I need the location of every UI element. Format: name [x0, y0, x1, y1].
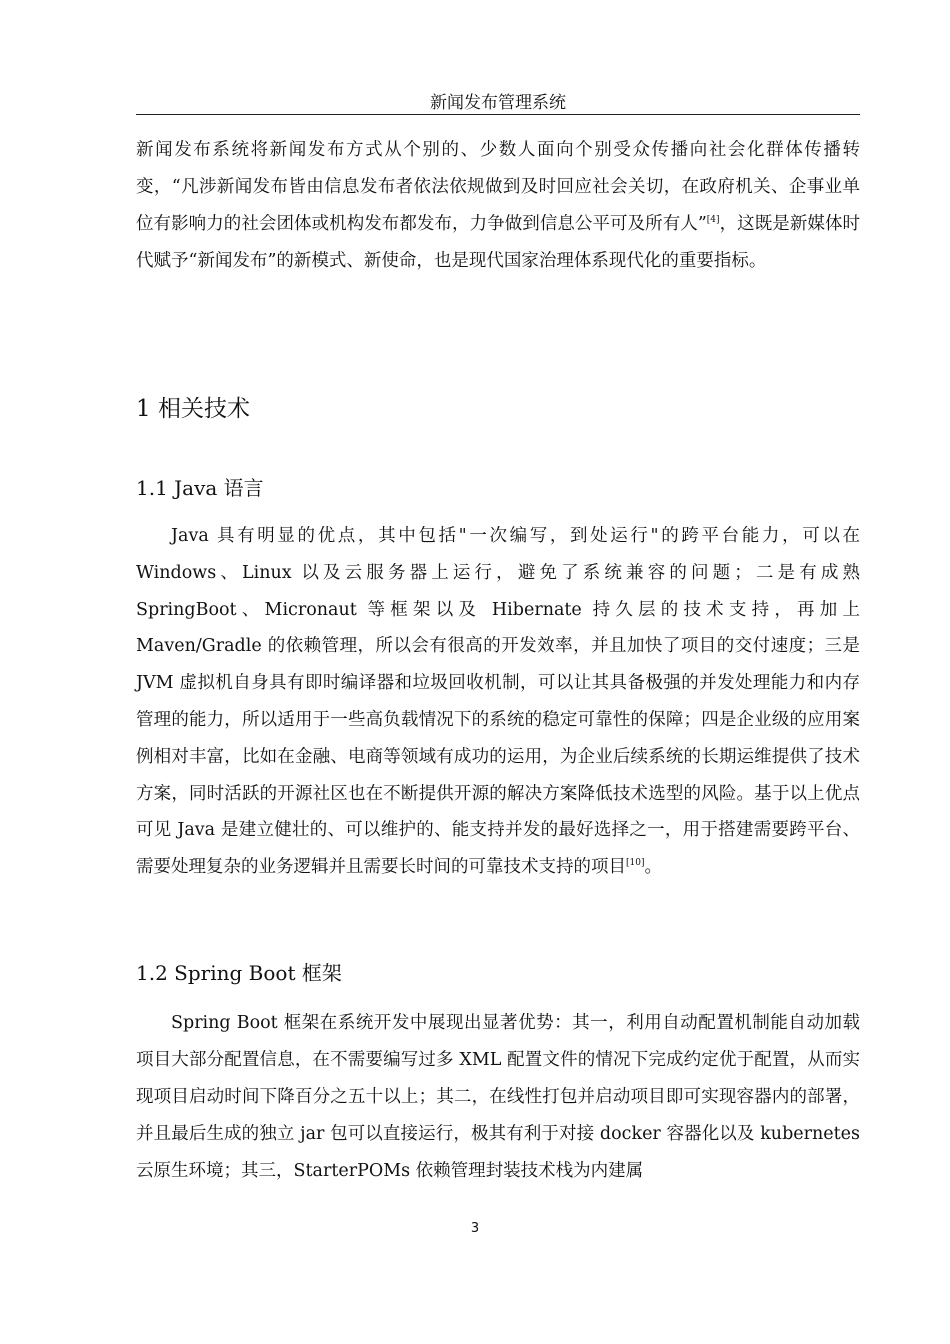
running-header: 新闻发布管理系统 [430, 93, 566, 113]
header-rule [136, 114, 860, 115]
section-heading-1-2: 1.2 Spring Boot 框架 [136, 961, 342, 985]
springboot-paragraph [136, 1005, 860, 1190]
java-paragraph [136, 518, 860, 886]
page-number: 3 [470, 1221, 480, 1236]
citation-ref: [10] [626, 858, 645, 869]
java-text-tail: 。 [644, 857, 662, 878]
intro-text-tail: ，这既是新媒体时代赋予“新闻发布”的新模式、新使命，也是现代国家治理体系现代化的重要指标。 [136, 214, 861, 271]
intro-paragraph [136, 132, 860, 280]
intro-text: 新闻发布系统将新闻发布方式从个别的、少数人面向个别受众传播向社会化群体传播转变，“凡涉新闻发布皆由信息发布者依法依规做到及时回应社会关切，在政府机关、企事业单位有影响力的社会团体或机构发布都发布，力争做到信息公平可及所有人” [136, 140, 860, 234]
java-text: Java 具有明显的优点，其中包括"一次编写，到处运行"的跨平台能力，可以在 Windows、Linux 以及云服务器上运行，避免了系统兼容的问题；二是有成熟 SpringBoot、Micronaut 等框架以及 Hibernate 持久层的技术支持，再加上 Maven/Gradle 的依赖管理，所以会有很高的开发效率，并且加快了项目的交付速度；三是 JVM 虚拟机自身具有即时编译器和垃圾回收机制，可以让其具备极强的并发处理能力和内存管理的能力，所以适用于一些高负载情况下的系统的稳定可靠性的保障；四是企业级的应用案例相对丰富，比如在金融、电商等领域有成功的运用，为企业后续系统的长期运维提供了技术方案，同时活跃的开源社区也在不断提供开源的解决方案降低技术选型的风险。基于以上优点可见 Java 是建立健壮的、可以维护的、能支持并发的最好选择之一，用于搭建需要跨平台、需要处理复杂的业务逻辑并且需要长时间的可靠技术支持的项目 [136, 526, 860, 878]
springboot-text: Spring Boot 框架在系统开发中展现出显著优势：其一，利用自动配置机制能自动加载项目大部分配置信息，在不需要编写过多 XML 配置文件的情况下完成约定优于配置，从而实现项目启动时间下降百分之五十以上；其二，在线性打包并启动项目即可实现容器内的部署，并且最后生成的独立 jar 包可以直接运行，极其有利于对接 docker 容器化以及 kubernetes 云原生环境；其三，StarterPOMs 依赖管理封装技术栈为内建属 [136, 1013, 860, 1181]
section-heading-1-1: 1.1 Java 语言 [136, 476, 264, 500]
citation-ref: [4] [706, 215, 720, 226]
section-heading-1: 1 相关技术 [136, 396, 250, 422]
